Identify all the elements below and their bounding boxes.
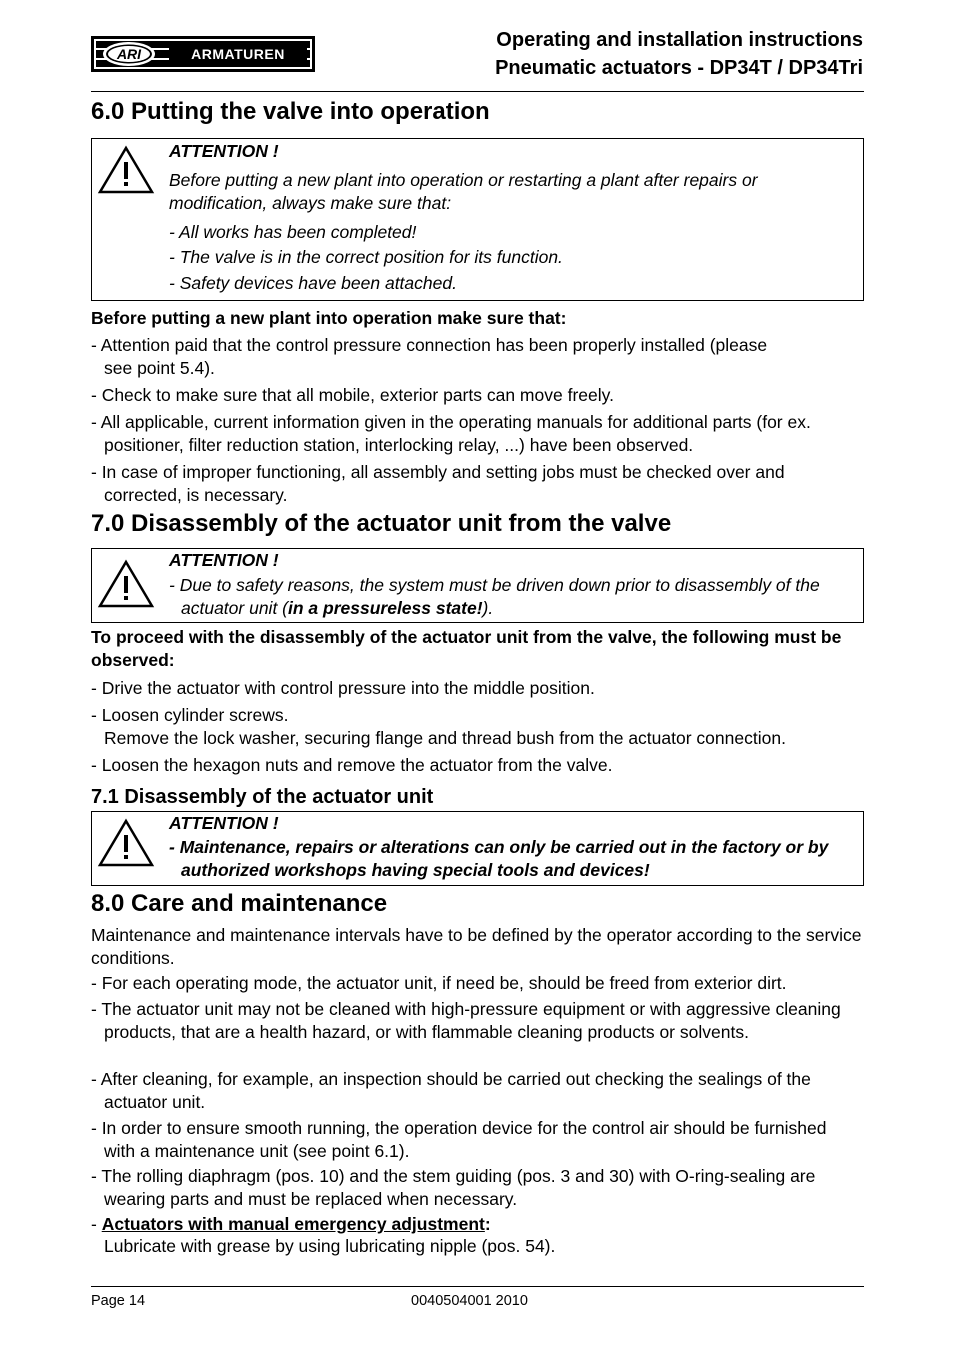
- section-6-lead: Before putting a new plant into operation make sure that:: [91, 308, 567, 328]
- svg-text:ARI: ARI: [116, 46, 142, 62]
- section-8-heading: 8.0 Care and maintenance: [91, 890, 388, 917]
- attention-text-emphasis: in a pressureless state!: [288, 597, 483, 618]
- attention-item: - All works has been completed!: [169, 222, 417, 242]
- attention-item: - Safety devices have been attached.: [169, 273, 457, 293]
- list-item: - All applicable, current information given in the operating manuals for additional parts (for ex. positioner, filter reduction station, interlocking relay, ...) have been observed.: [91, 412, 811, 455]
- warning-triangle-icon: [97, 818, 155, 873]
- section-6-heading: 6.0 Putting the valve into operation: [91, 98, 490, 125]
- list-item-continuation: Lubricate with grease by using lubricating nipple (pos. 54).: [104, 1236, 556, 1256]
- attention-text-part: - Due to safety reasons, the system must be driven down prior to disassembly of the actuator unit (: [169, 575, 820, 618]
- list-item-emergency: [91, 1213, 864, 1236]
- attention-box-7-1: [91, 811, 864, 886]
- list-item: - Loosen cylinder screws.: [91, 705, 289, 725]
- attention-text: - Maintenance, repairs or alterations can only be carried out in the factory or by authorized workshops having special tools and devices!: [169, 837, 829, 880]
- attention-box-6: [91, 138, 864, 301]
- attention-box-7: [91, 548, 864, 623]
- list-item: - For each operating mode, the actuator unit, if need be, should be freed from exterior dirt.: [91, 973, 787, 993]
- document-number: 0040504001 2010: [411, 1293, 528, 1309]
- header-title-line-2: Pneumatic actuators - DP34T / DP34Tri: [495, 57, 863, 79]
- emergency-title: Actuators with manual emergency adjustment: [101, 1214, 485, 1234]
- section-7-lead: To proceed with the disassembly of the actuator unit from the valve, the following must be observed:: [91, 627, 842, 670]
- ari-armaturen-logo: [91, 36, 315, 72]
- header-title-line-1: Operating and installation instructions: [496, 29, 863, 51]
- attention-label: ATTENTION !: [169, 550, 279, 570]
- list-item: - In case of improper functioning, all assembly and setting jobs must be checked over and corrected, is necessary.: [91, 462, 785, 505]
- list-item: - Check to make sure that all mobile, exterior parts can move freely.: [91, 385, 614, 405]
- section-7-1-heading: 7.1 Disassembly of the actuator unit: [91, 786, 434, 808]
- list-item: - Attention paid that the control pressure connection has been properly installed (please see point 5.4).: [91, 335, 768, 378]
- warning-triangle-icon: [97, 145, 155, 200]
- attention-text-part: ).: [482, 597, 494, 618]
- colon: :: [484, 1214, 491, 1234]
- section-7-heading: 7.0 Disassembly of the actuator unit from the valve: [91, 510, 672, 537]
- attention-intro: Before putting a new plant into operation or restarting a plant after repairs or modification, always make sure that:: [169, 170, 758, 213]
- footer-rule: [91, 1286, 864, 1287]
- warning-triangle-icon: [97, 559, 155, 614]
- header-rule: [91, 91, 864, 92]
- attention-item: - The valve is in the correct position for its function.: [169, 247, 563, 267]
- list-item-continuation: Remove the lock washer, securing flange and thread bush from the actuator connection.: [104, 728, 786, 748]
- list-item: - In order to ensure smooth running, the operation device for the control air should be furnished with a maintenance unit (see point 6.1).: [91, 1118, 827, 1161]
- attention-label: ATTENTION !: [169, 813, 279, 833]
- page-number: Page 14: [91, 1293, 146, 1309]
- list-item: - The actuator unit may not be cleaned with high-pressure equipment or with aggressive cleaning products, that are a health hazard, or with flammable cleaning products or solvents.: [91, 999, 841, 1042]
- list-item: - After cleaning, for example, an inspection should be carried out checking the sealings of the actuator unit.: [91, 1069, 811, 1112]
- attention-label: ATTENTION !: [169, 141, 279, 161]
- section-8-intro: Maintenance and maintenance intervals have to be defined by the operator according to the service conditions.: [91, 925, 862, 968]
- list-item: - Drive the actuator with control pressure into the middle position.: [91, 678, 595, 698]
- list-item: - The rolling diaphragm (pos. 10) and the stem guiding (pos. 3 and 30) with O-ring-sealing are wearing parts and must be replaced when necessary.: [91, 1166, 816, 1209]
- list-item: - Loosen the hexagon nuts and remove the actuator from the valve.: [91, 755, 613, 775]
- svg-text:ARMATUREN: ARMATUREN: [191, 46, 285, 62]
- dash: -: [91, 1214, 102, 1234]
- document-header: [495, 26, 863, 82]
- attention-text: [169, 574, 855, 619]
